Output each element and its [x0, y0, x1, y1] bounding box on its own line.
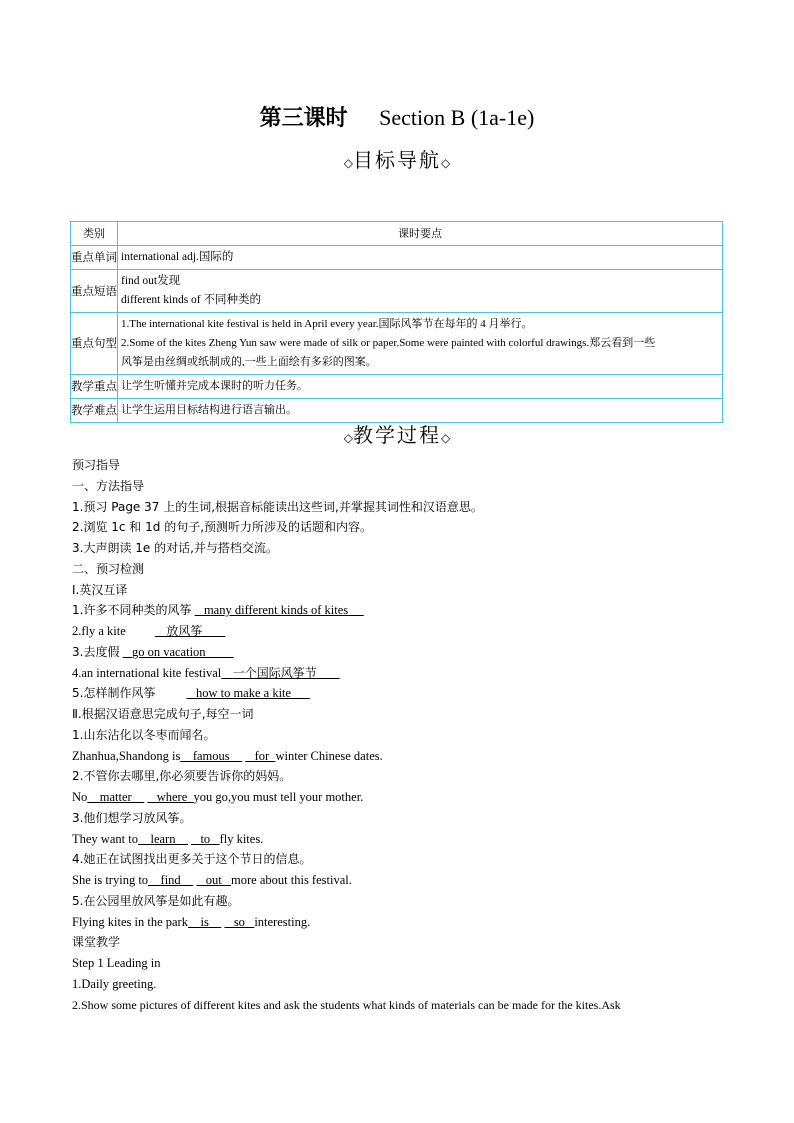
- row-category: 重点句型: [71, 313, 118, 375]
- exercise-line: [72, 683, 732, 704]
- exercise-prompt: They want to: [72, 831, 138, 846]
- row-category: 重点短语: [71, 270, 118, 313]
- section-heading: 预习指导: [72, 458, 121, 472]
- text-line: Step 1 Leading in: [72, 956, 161, 970]
- lesson-title-en: Section B (1a-1e): [379, 105, 535, 130]
- table-row: [71, 399, 723, 423]
- row-category: 教学重点: [71, 375, 118, 399]
- answer-blank: [188, 915, 221, 929]
- diamond-icon: ◇: [343, 156, 353, 170]
- table-row: [71, 313, 723, 375]
- answer-blank: [123, 645, 234, 659]
- answer-blank: [196, 873, 231, 887]
- diamond-icon: ◇: [343, 431, 353, 445]
- section-heading: 一、方法指导: [72, 478, 145, 493]
- text-line: 3.他们想学习放风筝。: [72, 810, 192, 825]
- answer-text: many different kinds of kites: [203, 603, 349, 618]
- sentence-tail: more about this festival.: [231, 873, 352, 887]
- exercise-line: [72, 870, 732, 891]
- answer-blank: [180, 749, 242, 763]
- exercise-line: [72, 663, 732, 684]
- row-category: 教学难点: [71, 399, 118, 423]
- answer-text: matter: [99, 790, 132, 804]
- text-line: 1.Daily greeting.: [72, 976, 157, 991]
- text-line: 2.Show some pictures of different kites and ask the students what kinds of materials can be made for the kites.Ask: [72, 997, 621, 1012]
- exercise-prompt: She is trying to: [72, 873, 149, 887]
- row-line: different kinds of 不同种类的: [121, 294, 262, 306]
- answer-text: how to make a kite: [195, 686, 292, 701]
- answer-text: famous: [192, 748, 230, 763]
- exercise-line: [72, 642, 732, 663]
- answer-blank: [147, 790, 193, 804]
- row-line: 让学生运用目标结构进行语言输出。: [121, 404, 297, 416]
- exercise-prompt: No: [72, 790, 88, 804]
- row-content: [118, 270, 723, 313]
- answer-text: learn: [150, 831, 176, 846]
- row-line: international adj.国际的: [121, 251, 234, 263]
- answer-blank: [191, 832, 219, 846]
- exercise-line: [72, 787, 732, 808]
- section-heading: 课堂教学: [72, 935, 121, 950]
- lesson-title: [0, 103, 794, 134]
- sentence-tail: fly kites.: [219, 831, 264, 846]
- goals-heading-text: 目标导航: [353, 148, 441, 172]
- process-heading-text: 教学过程: [353, 423, 441, 447]
- process-body: [72, 455, 732, 1015]
- goals-table: [70, 221, 723, 423]
- answer-text: to: [200, 831, 211, 846]
- answer-blank: [187, 686, 310, 700]
- goals-heading: [0, 147, 794, 176]
- exercise-prompt: 1.许多不同种类的风筝: [72, 603, 192, 618]
- exercise-prompt: Zhanhua,Shandong is: [72, 748, 181, 763]
- text-line: 5.在公园里放风筝是如此有趣。: [72, 893, 240, 908]
- answer-blank: [245, 749, 275, 763]
- answer-text: where: [156, 790, 188, 804]
- section-heading: 二、预习检测: [72, 561, 145, 576]
- answer-text: for: [254, 748, 270, 763]
- table-row: [71, 270, 723, 313]
- exercise-prompt: 5.怎样制作风筝: [72, 686, 156, 701]
- col-points-header: 课时要点: [118, 222, 723, 246]
- process-heading: [0, 422, 794, 451]
- exercise-line: [72, 746, 732, 767]
- sentence-tail: interesting.: [254, 914, 311, 929]
- row-content: [118, 399, 723, 423]
- answer-text: out: [205, 873, 222, 887]
- diamond-icon: ◇: [441, 156, 451, 170]
- table-header-row: [71, 222, 723, 246]
- table-row: [71, 375, 723, 399]
- answer-blank: [148, 873, 193, 887]
- diamond-icon: ◇: [441, 431, 451, 445]
- sentence-tail: you go,you must tell your mother.: [193, 790, 364, 804]
- exercise-line: [72, 621, 732, 642]
- answer-blank: [224, 915, 254, 929]
- lesson-title-cn: 第三课时: [259, 106, 348, 131]
- text-line: 4.她正在试图找出更多关于这个节日的信息。: [72, 852, 312, 867]
- answer-blank: [221, 666, 339, 680]
- answer-text: 放风筝: [166, 624, 203, 638]
- text-line: 2.浏览 1c 和 1d 的句子,预测听力所涉及的话题和内容。: [72, 520, 373, 535]
- text-line: 1.预习 Page 37 上的生词,根据音标能读出这些词,并掌握其词性和汉语意思。: [72, 499, 483, 514]
- sentence-tail: winter Chinese dates.: [275, 748, 383, 763]
- answer-blank: [155, 624, 225, 638]
- row-line: find out发现: [121, 275, 181, 287]
- answer-text: 一个国际风筝节: [232, 665, 317, 680]
- row-content: [118, 375, 723, 399]
- col-category-header: 类别: [71, 222, 118, 246]
- exercise-prompt: 3.去度假: [72, 644, 120, 659]
- answer-text: so: [233, 914, 245, 929]
- exercise-prompt: 4.an international kite festival: [72, 665, 222, 680]
- text-line: Ⅱ.根据汉语意思完成句子,每空一词: [72, 707, 254, 721]
- text-line: 2.不管你去哪里,你必须要告诉你的妈妈。: [72, 769, 292, 784]
- row-content: [118, 246, 723, 270]
- exercise-line: [72, 600, 732, 621]
- answer-blank: [138, 832, 188, 846]
- answer-blank: [195, 603, 364, 617]
- row-content: [118, 313, 723, 375]
- answer-text: go on vacation: [131, 644, 206, 659]
- row-line: 让学生听懂并完成本课时的听力任务。: [121, 380, 308, 392]
- row-line: 风筝是由丝绸或纸制成的,一些上面绘有多彩的图案。: [121, 356, 377, 368]
- exercise-prompt: Flying kites in the park: [72, 914, 188, 929]
- row-category: 重点单词: [71, 246, 118, 270]
- exercise-line: [72, 912, 732, 933]
- text-line: 1.山东沾化以冬枣而闻名。: [72, 727, 216, 742]
- table-row: [71, 246, 723, 270]
- exercise-line: [72, 829, 732, 850]
- text-line: Ⅰ.英汉互译: [72, 582, 128, 597]
- answer-blank: [87, 790, 144, 804]
- answer-text: is: [200, 914, 209, 929]
- text-line: 3.大声朗读 1e 的对话,并与搭档交流。: [72, 541, 278, 555]
- row-line: 2.Some of the kites Zheng Yun saw were made of silk or paper.Some were painted with colorful drawings.郑云看到一些: [121, 337, 656, 349]
- row-line: 1.The international kite festival is held in April every year.国际风筝节在每年的 4 月举行。: [121, 318, 533, 330]
- answer-text: find: [160, 873, 181, 887]
- exercise-prompt: 2.fly a kite: [72, 624, 126, 638]
